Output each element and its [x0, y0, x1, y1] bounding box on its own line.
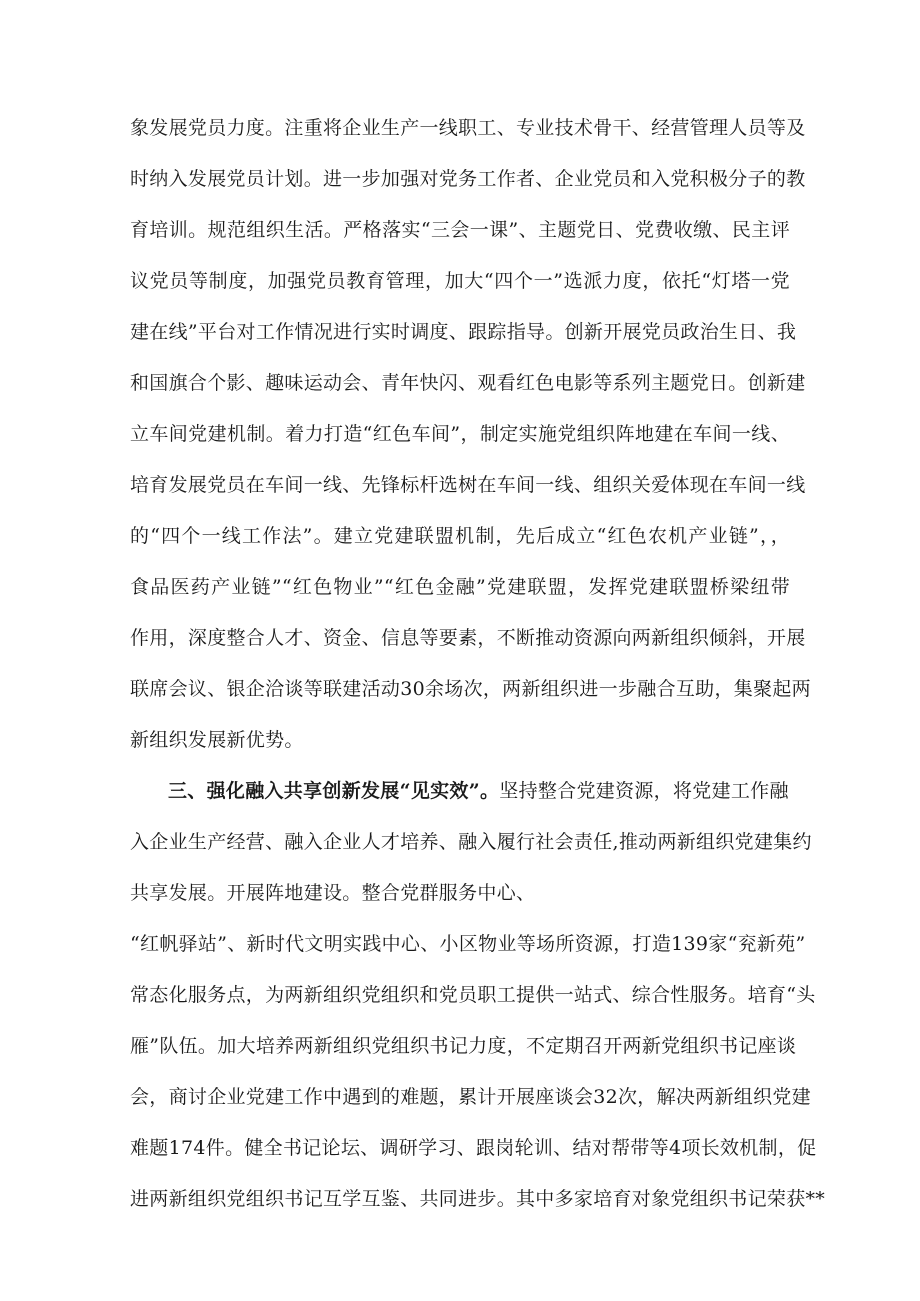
paragraph-line: 象发展党员力度。注重将企业生产一线职工、专业技术骨干、经营管理人员等及: [130, 117, 806, 139]
paragraph-line: 议党员等制度，加强党员教育管理，加大“四个一”选派力度，依托“灯塔一党: [130, 270, 790, 292]
paragraph-line: 共享发展。开展阵地建设。整合党群服务中心、: [130, 882, 536, 904]
paragraph-line: 育培训。规范组织生活。严格落实“三会一课”、主题党日、党费收缴、民主评: [130, 219, 790, 241]
paragraph-line: 难题174件。健全书记论坛、调研学习、跟岗轮训、结对帮带等4项长效机制，促: [130, 1137, 817, 1159]
paragraph-line: 作用，深度整合人才、资金、信息等要素，不断推动资源向两新组织倾斜，开展: [130, 627, 806, 649]
paragraph-line: 建在线”平台对工作情况进行实时调度、跟踪指导。创新开展党员政治生日、我: [130, 321, 797, 343]
paragraph-line: 和国旗合个影、趣味运动会、青年快闪、观看红色电影等系列主题党日。创新建: [130, 372, 806, 394]
paragraph-line: 时纳入发展党员计划。进一步加强对党务工作者、企业党员和入党积极分子的教: [130, 168, 806, 190]
paragraph-line: 新组织发展新优势。: [130, 729, 304, 751]
paragraph-line: 常态化服务点，为两新组织党组织和党员职工提供一站式、综合性服务。培育“头: [130, 984, 816, 1006]
paragraph-line: 的“四个一线工作法”。建立党建联盟机制，先后成立“红色农机产业链”，，: [130, 525, 790, 547]
paragraph-line: 入企业生产经营、融入企业人才培养、融入履行社会责任,推动两新组织党建集约: [130, 831, 812, 853]
paragraph-line: 培育发展党员在车间一线、先锋标杆选树在车间一线、组织关爱体现在车间一线: [130, 474, 806, 496]
paragraph-line: “红帆驿站”、新时代文明实践中心、小区物业等场所资源，打造139家“兖新苑”: [130, 933, 806, 955]
paragraph-line: 进两新组织党组织书记互学互鉴、共同进步。其中多家培育对象党组织书记荣获**: [130, 1188, 826, 1210]
section-three-line: [168, 777, 790, 805]
paragraph-line: 雁”队伍。加大培养两新组织党组织书记力度，不定期召开两新党组织书记座谈: [130, 1035, 797, 1057]
paragraph-line: 会，商讨企业党建工作中遇到的难题，累计开展座谈会32次，解决两新组织党建: [130, 1086, 811, 1108]
paragraph-line: 食品医药产业链”“红色物业”“红色金融”党建联盟，发挥党建联盟桥梁纽带: [130, 576, 790, 598]
paragraph-line: 立车间党建机制。着力打造“红色车间”，制定实施党组织阵地建在车间一线、: [130, 423, 790, 445]
section-lead-text: 坚持整合党建资源，将党建工作融: [499, 780, 789, 802]
section-heading: 三、强化融入共享创新发展“见实效”。: [168, 780, 500, 802]
paragraph-line: 联席会议、银企洽谈等联建活动30余场次，两新组织进一步融合互助，集聚起两: [130, 678, 811, 700]
